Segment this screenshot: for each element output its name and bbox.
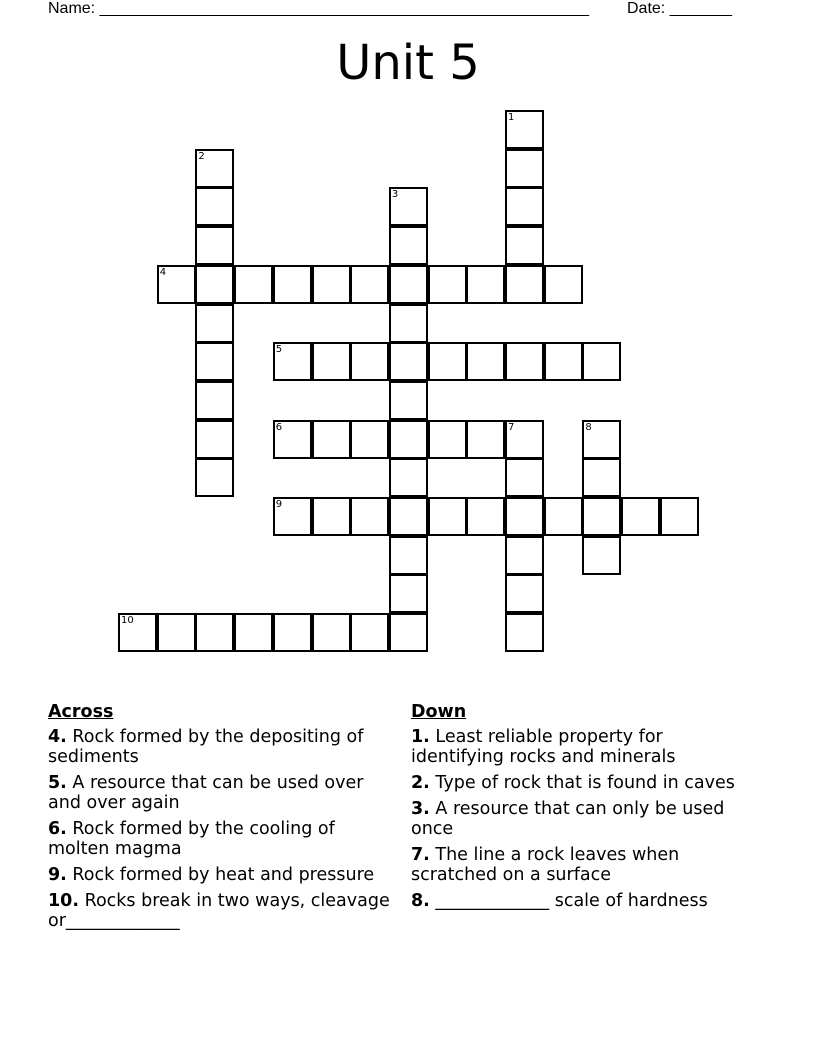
grid-cell[interactable]: [195, 149, 234, 188]
grid-cell[interactable]: [273, 497, 312, 536]
clue-number: 5.: [48, 773, 67, 793]
down-clue: [411, 727, 756, 767]
grid-cell[interactable]: [389, 304, 428, 343]
clue-text: The line a rock leaves when scratched on a surface: [411, 845, 680, 885]
grid-cell[interactable]: [195, 304, 234, 343]
grid-cell[interactable]: [466, 420, 505, 459]
clue-number: 6.: [48, 819, 67, 839]
grid-cell[interactable]: [389, 458, 428, 497]
grid-cell[interactable]: [582, 536, 621, 575]
grid-cell[interactable]: [389, 497, 428, 536]
grid-cell[interactable]: [505, 458, 544, 497]
grid-cell[interactable]: [312, 497, 351, 536]
grid-cell[interactable]: [350, 342, 389, 381]
clue-number: 3.: [411, 799, 430, 819]
across-clue: [48, 865, 393, 885]
clue-number: 4.: [48, 727, 67, 747]
grid-cell[interactable]: [195, 420, 234, 459]
grid-cell[interactable]: [195, 342, 234, 381]
clue-text: Rocks break in two ways, cleavage or_____________: [48, 891, 390, 931]
cell-number: 4: [159, 266, 167, 278]
grid-cell[interactable]: [621, 497, 660, 536]
grid-cell[interactable]: [273, 342, 312, 381]
down-heading: Down: [411, 702, 467, 722]
grid-cell[interactable]: [234, 265, 273, 304]
grid-cell[interactable]: [389, 574, 428, 613]
grid-cell[interactable]: [389, 381, 428, 420]
across-clues: [48, 702, 393, 937]
grid-cell[interactable]: [312, 420, 351, 459]
clue-text: Type of rock that is found in caves: [435, 773, 735, 793]
grid-cell[interactable]: [505, 110, 544, 149]
grid-cell[interactable]: [350, 613, 389, 652]
across-clue: [48, 819, 393, 859]
page-title: Unit 5: [336, 35, 480, 91]
grid-cell[interactable]: [505, 574, 544, 613]
grid-cell[interactable]: [389, 536, 428, 575]
grid-cell[interactable]: [195, 265, 234, 304]
grid-cell[interactable]: [312, 265, 351, 304]
grid-cell[interactable]: [350, 497, 389, 536]
clue-number: 1.: [411, 727, 430, 747]
grid-cell[interactable]: [312, 613, 351, 652]
across-clue: [48, 773, 393, 813]
grid-cell[interactable]: [505, 342, 544, 381]
grid-cell[interactable]: [157, 265, 196, 304]
clue-number: 2.: [411, 773, 430, 793]
grid-cell[interactable]: [466, 497, 505, 536]
grid-cell[interactable]: [544, 497, 583, 536]
cell-number: 10: [121, 615, 134, 627]
grid-cell[interactable]: [195, 458, 234, 497]
grid-cell[interactable]: [505, 420, 544, 459]
across-heading: Across: [48, 702, 114, 722]
clue-text: A resource that can be used over and over again: [48, 773, 364, 813]
across-clue: [48, 891, 393, 931]
grid-cell[interactable]: [350, 265, 389, 304]
down-clues: [411, 702, 756, 917]
grid-cell[interactable]: [389, 265, 428, 304]
clue-number: 10.: [48, 891, 80, 911]
grid-cell[interactable]: [118, 613, 157, 652]
grid-cell[interactable]: [505, 226, 544, 265]
grid-cell[interactable]: [505, 613, 544, 652]
grid-cell[interactable]: [195, 613, 234, 652]
grid-cell[interactable]: [428, 265, 467, 304]
grid-cell[interactable]: [195, 381, 234, 420]
grid-cell[interactable]: [505, 536, 544, 575]
grid-cell[interactable]: [234, 613, 273, 652]
cell-number: 9: [275, 499, 283, 510]
grid-cell[interactable]: [389, 226, 428, 265]
grid-cell[interactable]: [582, 458, 621, 497]
cell-number: 8: [585, 421, 592, 433]
across-clue: [48, 727, 393, 767]
grid-cell[interactable]: [273, 613, 312, 652]
grid-cell[interactable]: [505, 497, 544, 536]
grid-cell[interactable]: [544, 265, 583, 304]
grid-cell[interactable]: [273, 265, 312, 304]
cell-number: 1: [508, 112, 515, 123]
down-clue: [411, 845, 756, 885]
cell-number: 5: [275, 344, 283, 356]
clue-number: 7.: [411, 845, 430, 865]
grid-cell[interactable]: [157, 613, 196, 652]
down-clue: [411, 799, 756, 839]
grid-cell[interactable]: [505, 187, 544, 226]
grid-cell[interactable]: [195, 187, 234, 226]
cell-number: 6: [275, 421, 283, 433]
grid-cell[interactable]: [505, 265, 544, 304]
date-line: Date: _______: [627, 0, 732, 17]
grid-cell[interactable]: [428, 342, 467, 381]
clue-text: Least reliable property for identifying rocks and minerals: [411, 727, 676, 767]
name-line: Name: _______________________________________________________: [48, 0, 589, 17]
down-clue: [411, 773, 756, 793]
grid-cell[interactable]: [582, 497, 621, 536]
cell-number: 7: [508, 421, 515, 433]
clue-text: _____________ scale of hardness: [435, 891, 708, 911]
clue-text: Rock formed by heat and pressure: [72, 865, 375, 885]
grid-cell[interactable]: [389, 613, 428, 652]
clue-text: A resource that can only be used once: [411, 799, 725, 839]
grid-cell[interactable]: [582, 420, 621, 459]
grid-cell[interactable]: [660, 497, 699, 536]
clue-text: Rock formed by the cooling of molten magma: [48, 819, 335, 859]
grid-cell[interactable]: [195, 226, 234, 265]
grid-cell[interactable]: [428, 497, 467, 536]
cell-number: 3: [391, 189, 399, 201]
grid-cell[interactable]: [350, 420, 389, 459]
grid-cell[interactable]: [273, 420, 312, 459]
down-clue: [411, 891, 756, 911]
clue-number: 9.: [48, 865, 67, 885]
cell-number: 2: [198, 150, 205, 162]
grid-cell[interactable]: [466, 265, 505, 304]
grid-cell[interactable]: [582, 342, 621, 381]
grid-cell[interactable]: [389, 187, 428, 226]
clue-text: Rock formed by the depositing of sediments: [48, 727, 364, 767]
grid-cell[interactable]: [466, 342, 505, 381]
grid-cell[interactable]: [428, 420, 467, 459]
grid-cell[interactable]: [312, 342, 351, 381]
grid-cell[interactable]: [389, 342, 428, 381]
grid-cell[interactable]: [505, 149, 544, 188]
grid-cell[interactable]: [544, 342, 583, 381]
clue-number: 8.: [411, 891, 430, 911]
grid-cell[interactable]: [389, 420, 428, 459]
